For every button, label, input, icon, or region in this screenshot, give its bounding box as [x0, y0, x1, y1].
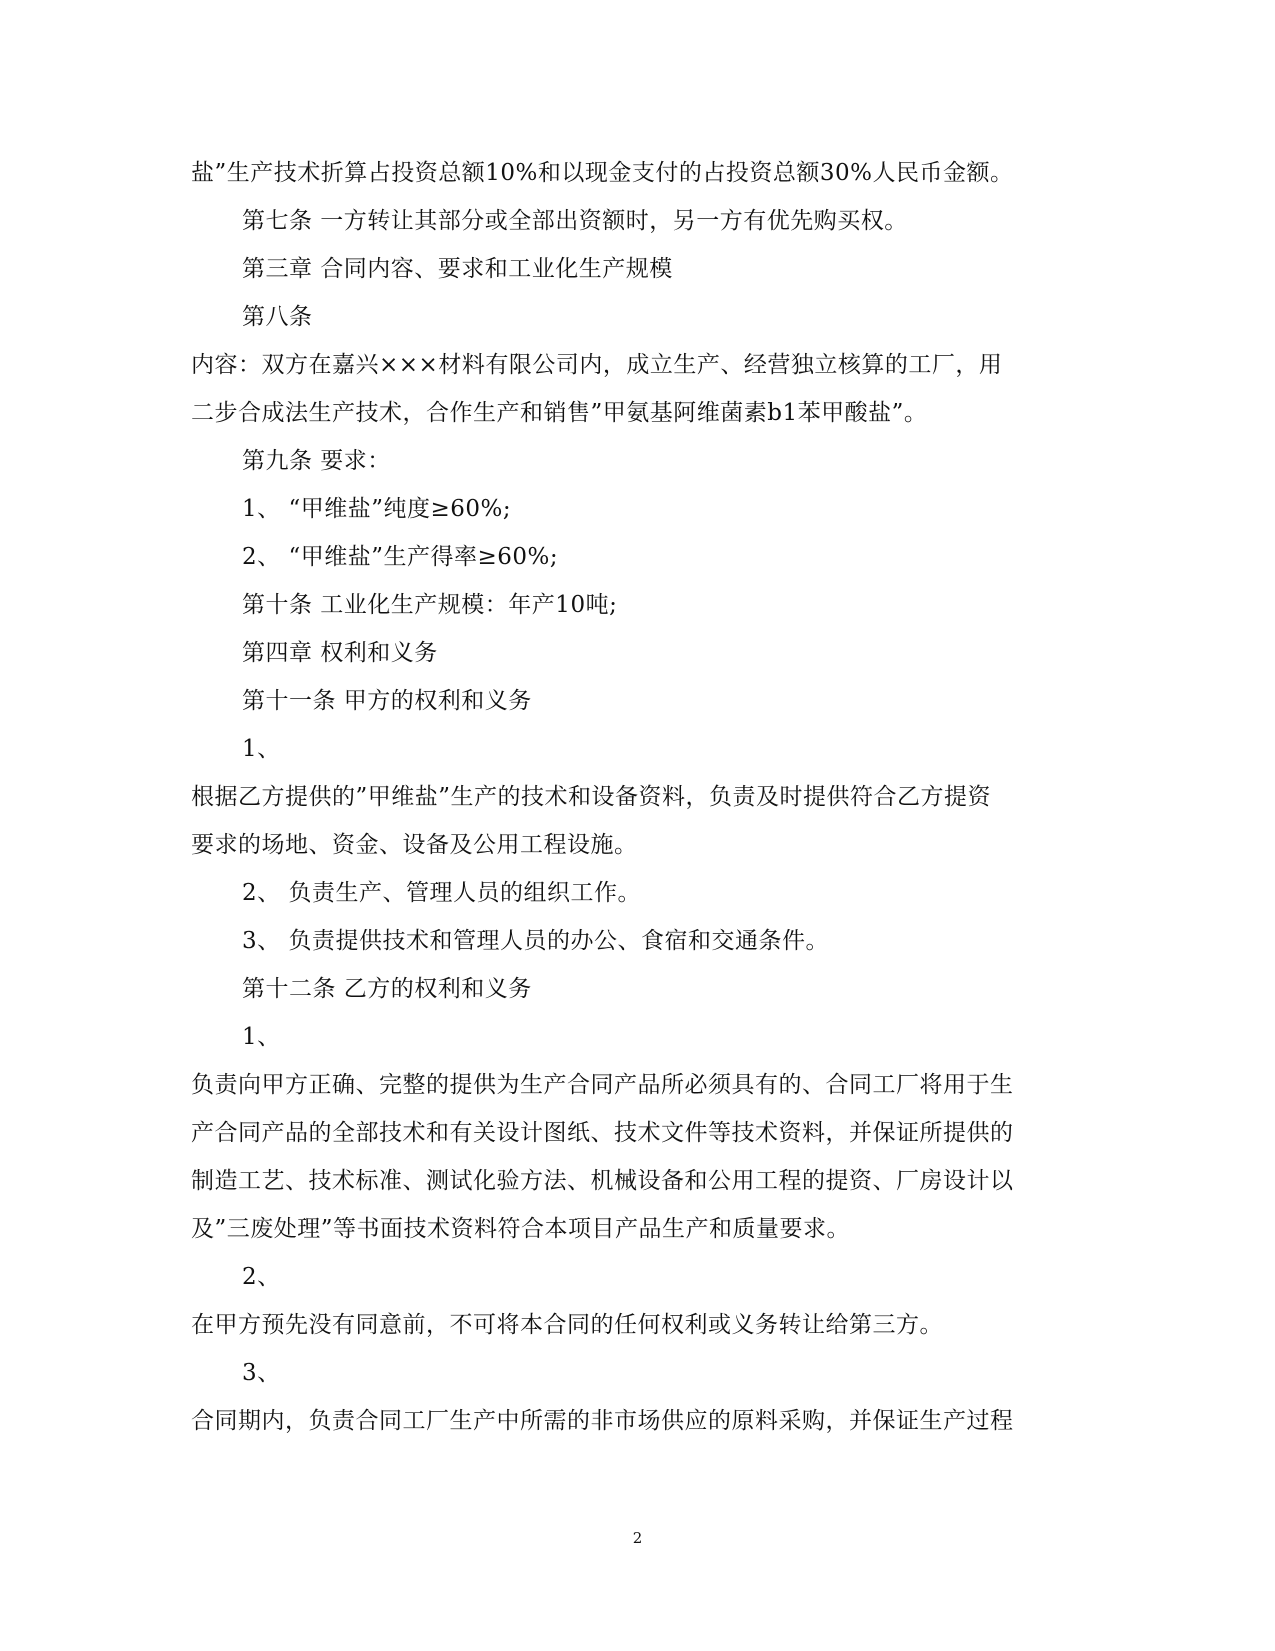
- text-line: 第九条 要求：: [242, 448, 391, 474]
- text-line: 二步合成法生产技术，合作生产和销售”甲氨基阿维菌素b1苯甲酸盐”。: [191, 400, 928, 426]
- text-line: 盐”生产技术折算占投资总额10%和以现金支付的占投资总额30%人民币金额。: [191, 160, 1014, 186]
- text-line: 第七条 一方转让其部分或全部出资额时，另一方有优先购买权。: [242, 208, 908, 234]
- text-line: 2、 负责生产、管理人员的组织工作。: [242, 880, 641, 906]
- text-line: 1、: [242, 736, 281, 762]
- text-line: 2、 “甲维盐”生产得率≥60%;: [242, 544, 559, 570]
- text-line: 3、 负责提供技术和管理人员的办公、食宿和交通条件。: [242, 928, 829, 954]
- text-line: 在甲方预先没有同意前，不可将本合同的任何权利或义务转让给第三方。: [191, 1312, 943, 1338]
- text-line: 第四章 权利和义务: [242, 640, 438, 666]
- text-line: 内容：双方在嘉兴×××材料有限公司内，成立生产、经营独立核算的工厂，用: [191, 352, 1003, 378]
- text-line: 2、: [242, 1264, 281, 1290]
- text-line: 第八条: [242, 304, 313, 330]
- text-line: 根据乙方提供的”甲维盐”生产的技术和设备资料，负责及时提供符合乙方提资: [191, 784, 992, 810]
- text-line: 制造工艺、技术标准、测试化验方法、机械设备和公用工程的提资、厂房设计以: [191, 1168, 1014, 1194]
- text-line: 要求的场地、资金、设备及公用工程设施。: [191, 832, 638, 858]
- text-line: 负责向甲方正确、完整的提供为生产合同产品所必须具有的、合同工厂将用于生: [191, 1072, 1014, 1098]
- text-line: 第十二条 乙方的权利和义务: [242, 976, 532, 1002]
- page-number: 2: [632, 1529, 643, 1547]
- text-line: 第十一条 甲方的权利和义务: [242, 688, 532, 714]
- text-line: 合同期内，负责合同工厂生产中所需的非市场供应的原料采购，并保证生产过程: [191, 1408, 1014, 1434]
- text-line: 1、: [242, 1024, 281, 1050]
- text-line: 1、 “甲维盐”纯度≥60%;: [242, 496, 512, 522]
- text-line: 产合同产品的全部技术和有关设计图纸、技术文件等技术资料，并保证所提供的: [191, 1120, 1014, 1146]
- text-line: 第十条 工业化生产规模：年产10吨;: [242, 592, 618, 618]
- text-line: 及”三废处理”等书面技术资料符合本项目产品生产和质量要求。: [191, 1216, 851, 1242]
- text-line: 3、: [242, 1360, 281, 1386]
- text-line: 第三章 合同内容、要求和工业化生产规模: [242, 256, 673, 282]
